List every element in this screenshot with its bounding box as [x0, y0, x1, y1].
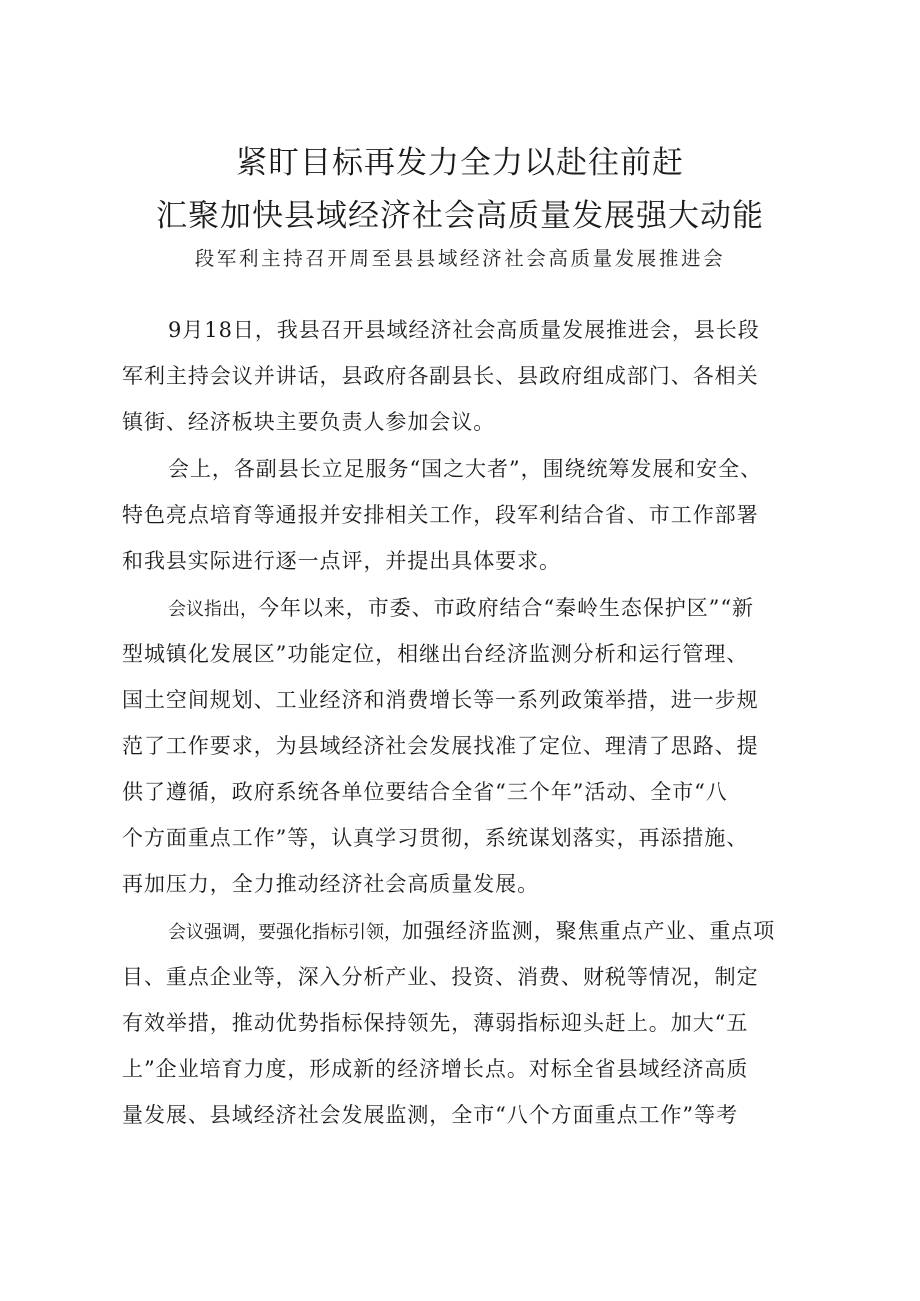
- paragraph-2: [122, 446, 812, 584]
- paragraph-line: 和我县实际进行逐一点评，并提出具体要求。: [122, 549, 561, 573]
- paragraph-first-line-text: 加强经济监测，聚焦重点产业、重点项: [402, 919, 776, 943]
- paragraph-line: 9月18日，我县召开县域经济社会高质量发展推进会，县长段: [168, 318, 760, 342]
- paragraph-first-line: [122, 585, 812, 631]
- paragraph-line: 目、重点企业等，深入分析产业、投资、消费、财税等情况，制定: [122, 965, 759, 989]
- paragraph-4: [122, 908, 812, 1138]
- paragraph-line: 范了工作要求，为县域经济社会发展找准了定位、理清了思路、提: [122, 734, 759, 758]
- paragraph-line: 再加压力，全力推动经济社会高质量发展。: [122, 872, 540, 896]
- paragraph-3: [122, 585, 812, 907]
- paragraph-line: 供了遵循，政府系统各单位要结合全省“三个年”活动、全市“八: [122, 780, 728, 804]
- paragraph-line: 型城镇化发展区”功能定位，相继出台经济监测分析和运行管理、: [122, 642, 749, 666]
- paragraph-line: 个方面重点工作”等，认真学习贯彻，系统谋划落实，再添措施、: [122, 826, 749, 850]
- document-title-line-1: 紧盯目标再发力全力以赴往前赶: [236, 145, 684, 181]
- document-title-line-2: 汇聚加快县域经济社会高质量发展强大动能: [156, 198, 764, 234]
- paragraph-line: 上”企业培育力度，形成新的经济增长点。对标全省县域经济高质: [122, 1057, 749, 1081]
- paragraph-line: 量发展、县域经济社会发展监测，全市“八个方面重点工作”等考: [122, 1103, 739, 1127]
- paragraph-line: 特色亮点培育等通报并安排相关工作，段军利结合省、市工作部署: [122, 503, 759, 527]
- paragraph-first-line: [122, 908, 812, 954]
- paragraph-line: 会上，各副县长立足服务“国之大者”，围绕统筹发展和安全、: [168, 457, 763, 481]
- paragraph-line: 镇街、经济板块主要负责人参加会议。: [122, 410, 496, 434]
- paragraph-first-line-text: 今年以来，市委、市政府结合“秦岭生态保护区”“新: [258, 596, 755, 620]
- paragraph-line: 国土空间规划、工业经济和消费增长等一系列政策举措，进一步规: [122, 688, 759, 712]
- document-subtitle: 段军利主持召开周至县县域经济社会高质量发展推进会: [194, 247, 726, 270]
- paragraph-line: 军利主持会议并讲话，县政府各副县长、县政府组成部门、各相关: [122, 364, 759, 388]
- paragraph-1: [122, 307, 812, 445]
- paragraph-line: 有效举措，推动优势指标保持领先，薄弱指标迎头赶上。加大“五: [122, 1011, 749, 1035]
- paragraph-lead-phrase: 会议强调，要强化指标引领，: [168, 922, 402, 943]
- paragraph-lead-phrase: 会议指出，: [168, 599, 258, 620]
